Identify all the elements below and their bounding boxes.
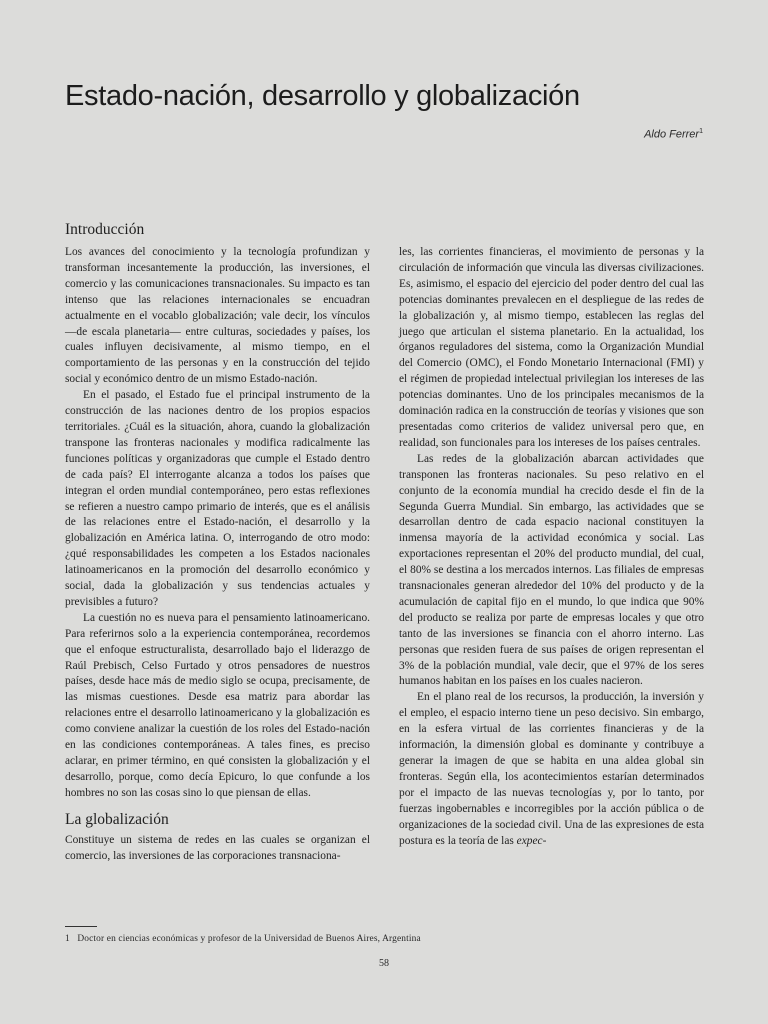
section-heading-introduccion: Introducción [65, 221, 145, 238]
paragraph: les, las corrientes financieras, el movimiento de personas y la circulación de información que vincula las diversas civilizaciones. Es, asimismo, el espacio del ejercicio del poder dentro del cual las potencias dominantes prevalecen en el despliegue de las redes de la globalización y, al mismo tiempo, establecen las reglas del juego que articulan el sistema planetario. En la actualidad, los órganos reguladores del sistema, como la Organización Mundial del Comercio (OMC), el Fondo Monetario Internacional (FMI) y el régimen de propiedad intelectual privilegian los intereses de las potencias dominantes. Uno de los principales mecanismos de la dominación radica en la construcción de teorías y visiones que son presentadas como criterios de validez universal pero que, en realidad, son funcionales para los intereses de los países centrales. [399, 246, 704, 449]
article-title: Estado-nación, desarrollo y globalización [65, 80, 580, 112]
paragraph-text: En el plano real de los recursos, la producción, la inversión y el empleo, el espacio interno tiene un peso decisivo. Sin embargo, en la esfera virtual de las corrientes financieras y de la información, la dimensión global es dominante y contribuye a generar la imagen de que se habita en una aldea global sin fronteras. Según ella, los acontecimientos estarían determinados por el impacto de las nuevas tecnologías y, por lo tanto, por fuerzas ingobernables e incorregibles por la acción pública o de organizaciones de la sociedad civil. Una de las expresiones de esta postura es la teoría de las [399, 691, 704, 847]
page-number: 58 [379, 958, 389, 969]
paragraph: Las redes de la globalización abarcan actividades que transponen las fronteras nacionales. Su peso relativo en el conjunto de la economía mundial ha crecido desde el fin de la Segunda Guerra Mundial. Sin embargo, las actividades que se desarrollan dentro de cada espacio nacional constituyen la inmensa mayoría de la actividad económica y social. Las exportaciones representan el 20% del producto mundial, del cual, el 80% se destina a los mercados internos. Las filiales de empresas transnacionales generan alrededor del 10% del producto y de la acumulación de capital fijo en el mundo, lo que indica que 90% del producto se realiza por parte de empresas locales y que otro tanto de las inversiones se financia con el ahorro interno. Las personas que residen fuera de sus países de origen representan el 3% de la población mundial, vale decir, que el 97% de los seres humanos habitan en los países en los cuales nacieron. [399, 452, 704, 688]
paragraph [399, 690, 704, 849]
footnote-rule [65, 926, 97, 927]
footnote-ref: 1 [699, 128, 703, 135]
paragraph: La cuestión no es nueva para el pensamiento latinoamericano. Para referirnos solo a la experiencia contemporánea, recordemos que el enfoque estructuralista, desarrollado bajo el liderazgo de Raúl Prebisch, Celso Furtado y otros pensadores de nuestros países, desde hace más de medio siglo se ocupa, precisamente, de las mismas cuestiones. Desde esa matriz para abordar las relaciones entre el desarrollo latinoamericano y la globalización es como conviene analizar la cuestión de los roles del Estado-nación en las condiciones contemporáneas. A tales fines, es preciso aclarar, en primer término, en qué consisten la globalización y el desarrollo, porque, como decía Epicuro, lo que confunde a los hombres no son las cosas sino lo que piensan de ellas. [65, 611, 370, 799]
paragraph: En el pasado, el Estado fue el principal instrumento de la construcción de las naciones dentro de los propios espacios territoriales. ¿Cuál es la situación, ahora, cuando la globalización transpone las fronteras nacionales y modifica radicalmente las funciones políticas y organizadoras que cumple el Estado dentro de cada país? El interrogante alcanza a todos los países que integran el orden mundial contemporáneo, pero estas reflexiones se refieren a nuestro campo primario de interés, que es el análisis de las relaciones entre el Estado-nación, el desarrollo y la globalización en América latina. O, interrogando de otro modo: ¿qué responsabilidades les competen a los Estados nacionales latinoamericanos en la promoción del desarrollo económico y social, dada la globalización y sus tendencias actuales y previsibles a futuro? [65, 389, 370, 608]
author-byline [644, 128, 703, 141]
paragraph: Los avances del conocimiento y la tecnología profundizan y transforman incesantemente la producción, las inversiones, el comercio y las comunicaciones transnacionales. Su impacto es tan intenso que las relaciones internacionales se encuadran actualmente en el vocablo globalización; vale decir, los vínculos —de escala planetaria— entre culturas, sociedades y países, los cuales influyen decisivamente, al mismo tiempo, en el comportamiento de las personas y en la construcción del tejido social y económico dentro de un mismo Estado-nación. [65, 246, 370, 386]
paragraph: Constituye un sistema de redes en las cuales se organizan el comercio, las inversiones de las corporaciones transnaciona- [65, 833, 370, 862]
right-column [399, 245, 704, 849]
footnote [65, 934, 705, 944]
paragraph-italic-text: expec- [516, 834, 547, 847]
author-name: Aldo Ferrer [644, 128, 700, 141]
left-column [65, 220, 370, 865]
footnote-number: 1 [65, 934, 70, 944]
footnote-text: Doctor en ciencias económicas y profesor de la Universidad de Buenos Aires, Argentina [77, 934, 421, 944]
section-heading-globalizacion: La globalización [65, 810, 169, 828]
